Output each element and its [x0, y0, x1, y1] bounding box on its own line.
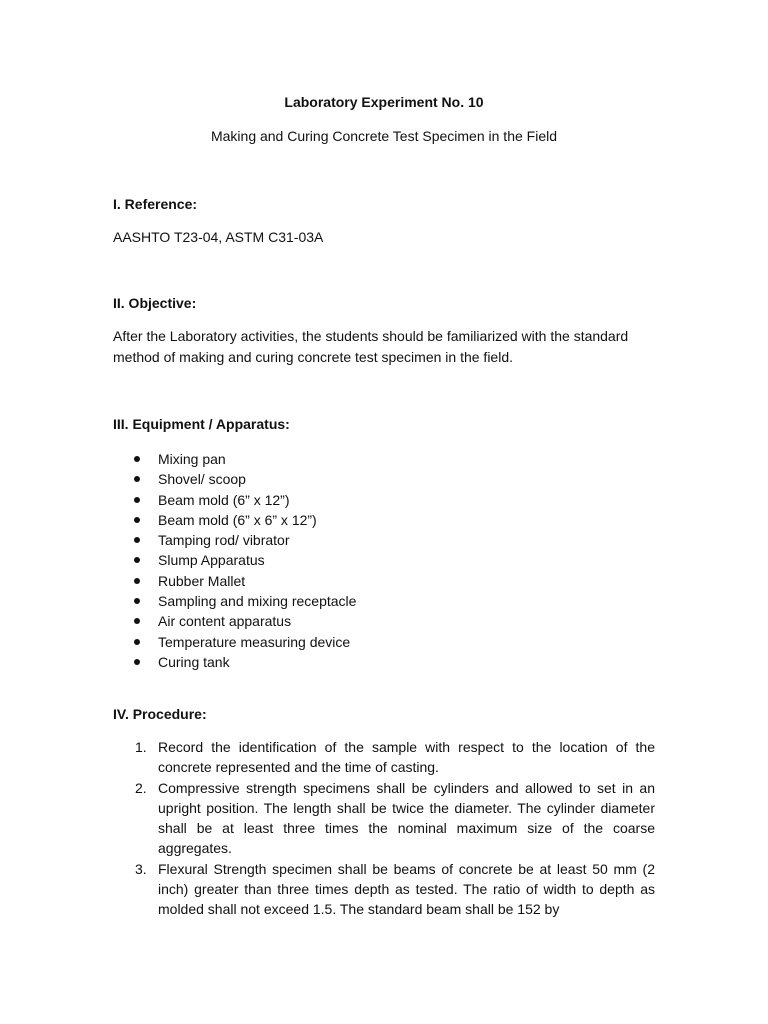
bullet-icon [134, 639, 140, 645]
equipment-item-label: Mixing pan [158, 451, 226, 467]
equipment-item-label: Beam mold (6” x 12”) [158, 491, 290, 508]
step-text: Compressive strength specimens shall be cylinders and allowed to set in an upright position. The length shall be twice the diameter. The cylinder diameter shall be at least three times the nominal maximum size of the coarse aggregates. [158, 779, 655, 857]
list-item [113, 449, 356, 469]
list-item [113, 469, 356, 489]
equipment-item-label: Air content apparatus [158, 613, 292, 630]
document-subtitle: Making and Curing Concrete Test Specimen in the Field [210, 128, 558, 144]
bullet-icon [134, 598, 140, 604]
step-text: Flexural Strength specimen shall be beams of concrete be at least 50 mm (2 inch) greater than three times depth as tested. The ratio of width to depth as molded shall not exceed 1.5. The standard beam shall be 152 by [158, 860, 655, 918]
equipment-list [113, 449, 356, 672]
list-item [113, 632, 356, 652]
equipment-item-label: Tamping rod/ vibrator [158, 532, 290, 549]
procedure-step [113, 778, 655, 859]
list-item [113, 611, 356, 631]
equipment-item-label: Rubber Mallet [158, 572, 246, 589]
list-item [113, 490, 356, 510]
reference-text: AASHTO T23-04, ASTM C31-03A [113, 229, 324, 245]
objective-heading: II. Objective: [113, 295, 197, 311]
bullet-icon [134, 537, 140, 543]
equipment-heading: III. Equipment / Apparatus: [113, 416, 290, 432]
bullet-icon [134, 659, 140, 665]
equipment-item-label: Shovel/ scoop [158, 471, 246, 488]
list-item [113, 530, 356, 550]
procedure-heading: IV. Procedure: [113, 706, 207, 722]
equipment-item-label: Slump Apparatus [158, 552, 265, 569]
equipment-item-label: Curing tank [158, 653, 230, 670]
list-item [113, 550, 356, 570]
objective-text: After the Laboratory activities, the students should be familiarized with the standard method of making and curing concrete test specimen in the field. [113, 328, 629, 365]
procedure-list [113, 737, 655, 920]
procedure-step [113, 859, 655, 920]
step-number: 1. [135, 739, 147, 755]
bullet-icon [134, 517, 140, 523]
step-number: 3. [135, 860, 147, 877]
bullet-icon [134, 578, 140, 584]
list-item [113, 571, 356, 591]
equipment-item-label: Temperature measuring device [158, 633, 351, 650]
procedure-step [113, 737, 655, 778]
bullet-icon [134, 456, 140, 462]
step-text: Record the identification of the sample with respect to the location of the concrete represented and the time of casting. [158, 739, 655, 776]
bullet-icon [134, 497, 140, 503]
list-item [113, 510, 356, 530]
equipment-item-label: Beam mold (6” x 6” x 12”) [158, 511, 317, 528]
bullet-icon [134, 618, 140, 624]
list-item [113, 652, 356, 672]
bullet-icon [134, 476, 140, 482]
document-title: Laboratory Experiment No. 10 [284, 94, 484, 110]
bullet-icon [134, 557, 140, 563]
list-item [113, 591, 356, 611]
equipment-item-label: Sampling and mixing receptacle [158, 593, 357, 610]
step-number: 2. [135, 779, 147, 796]
reference-heading: I. Reference: [113, 196, 198, 212]
